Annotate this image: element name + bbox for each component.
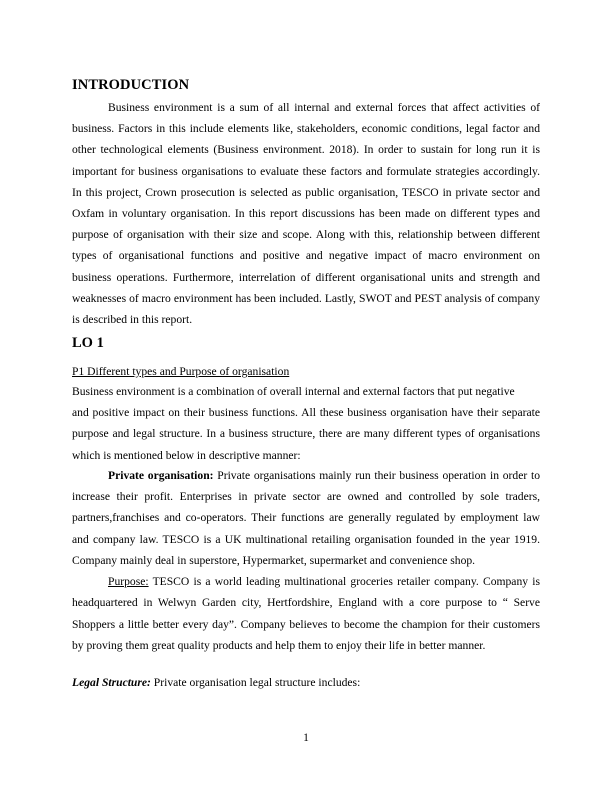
lo1-heading: LO 1: [72, 335, 104, 351]
p1-subheading: P1 Different types and Purpose of organisation: [72, 365, 290, 378]
introduction-paragraph: Business environment is a sum of all internal and external forces that affect activities of business. Factors in this include elements like, stakeholders, economic conditions, legal factor and other technological elements (Business environment. 2018). In order to sustain for long run it is important for business organisations to evaluate these factors and formulate strategies accordingly. In this project, Crown prosecution is selected as public organisation, TESCO in private sector and Oxfam in voluntary organisation. In this report discussions has been made on different types and purpose of organisation with their size and scope. Along with this, relationship between different types of organisational functions and positive and negative impact of macro environment on business operations. Furthermore, interrelation of different organisational units and strength and weaknesses of macro environment has been included. Lastly, SWOT and PEST analysis of company is described in this report.: [72, 101, 540, 327]
private-organisation-paragraph: [72, 465, 540, 571]
p1-continued-text: and positive impact on their business functions. All these business organisation have their separate purpose and legal structure. In a business structure, there are many different types of organisations which is mentioned below in descriptive manner:: [72, 406, 540, 462]
page-number: 1: [303, 731, 309, 744]
purpose-paragraph: [72, 571, 540, 657]
introduction-heading: INTRODUCTION: [72, 77, 190, 93]
private-organisation-text: Private organisations mainly run their business operation in order to increase their profit. Enterprises in private sector are owned and controlled by sole traders, partners,franchises and co-operators. Their functions are generally regulated by employment law and company law. TESCO is a UK multinational retailing organisation founded in the year 1919. Company mainly deal in superstore, Hypermarket, supermarket and convenience shop.: [72, 469, 540, 567]
legal-structure-paragraph: [72, 675, 540, 691]
purpose-label: Purpose:: [108, 575, 149, 588]
legal-structure-text: Private organisation legal structure includes:: [150, 676, 361, 689]
p1-body-paragraph: [72, 381, 540, 466]
purpose-text: TESCO is a world leading multinational groceries retailer company. Company is headquartered in Welwyn Garden city, Hertfordshire, England with a core purpose to “ Serve Shoppers a little better every day”. Company believes to become the champion for their customers by proving them great quality products and help them to enjoy their life in better manner.: [72, 575, 540, 653]
p1-first-line: Business environment is a combination of overall internal and external factors that put negative: [72, 385, 515, 398]
private-organisation-label: Private organisation:: [108, 469, 214, 482]
legal-structure-label: Legal Structure:: [72, 676, 151, 689]
